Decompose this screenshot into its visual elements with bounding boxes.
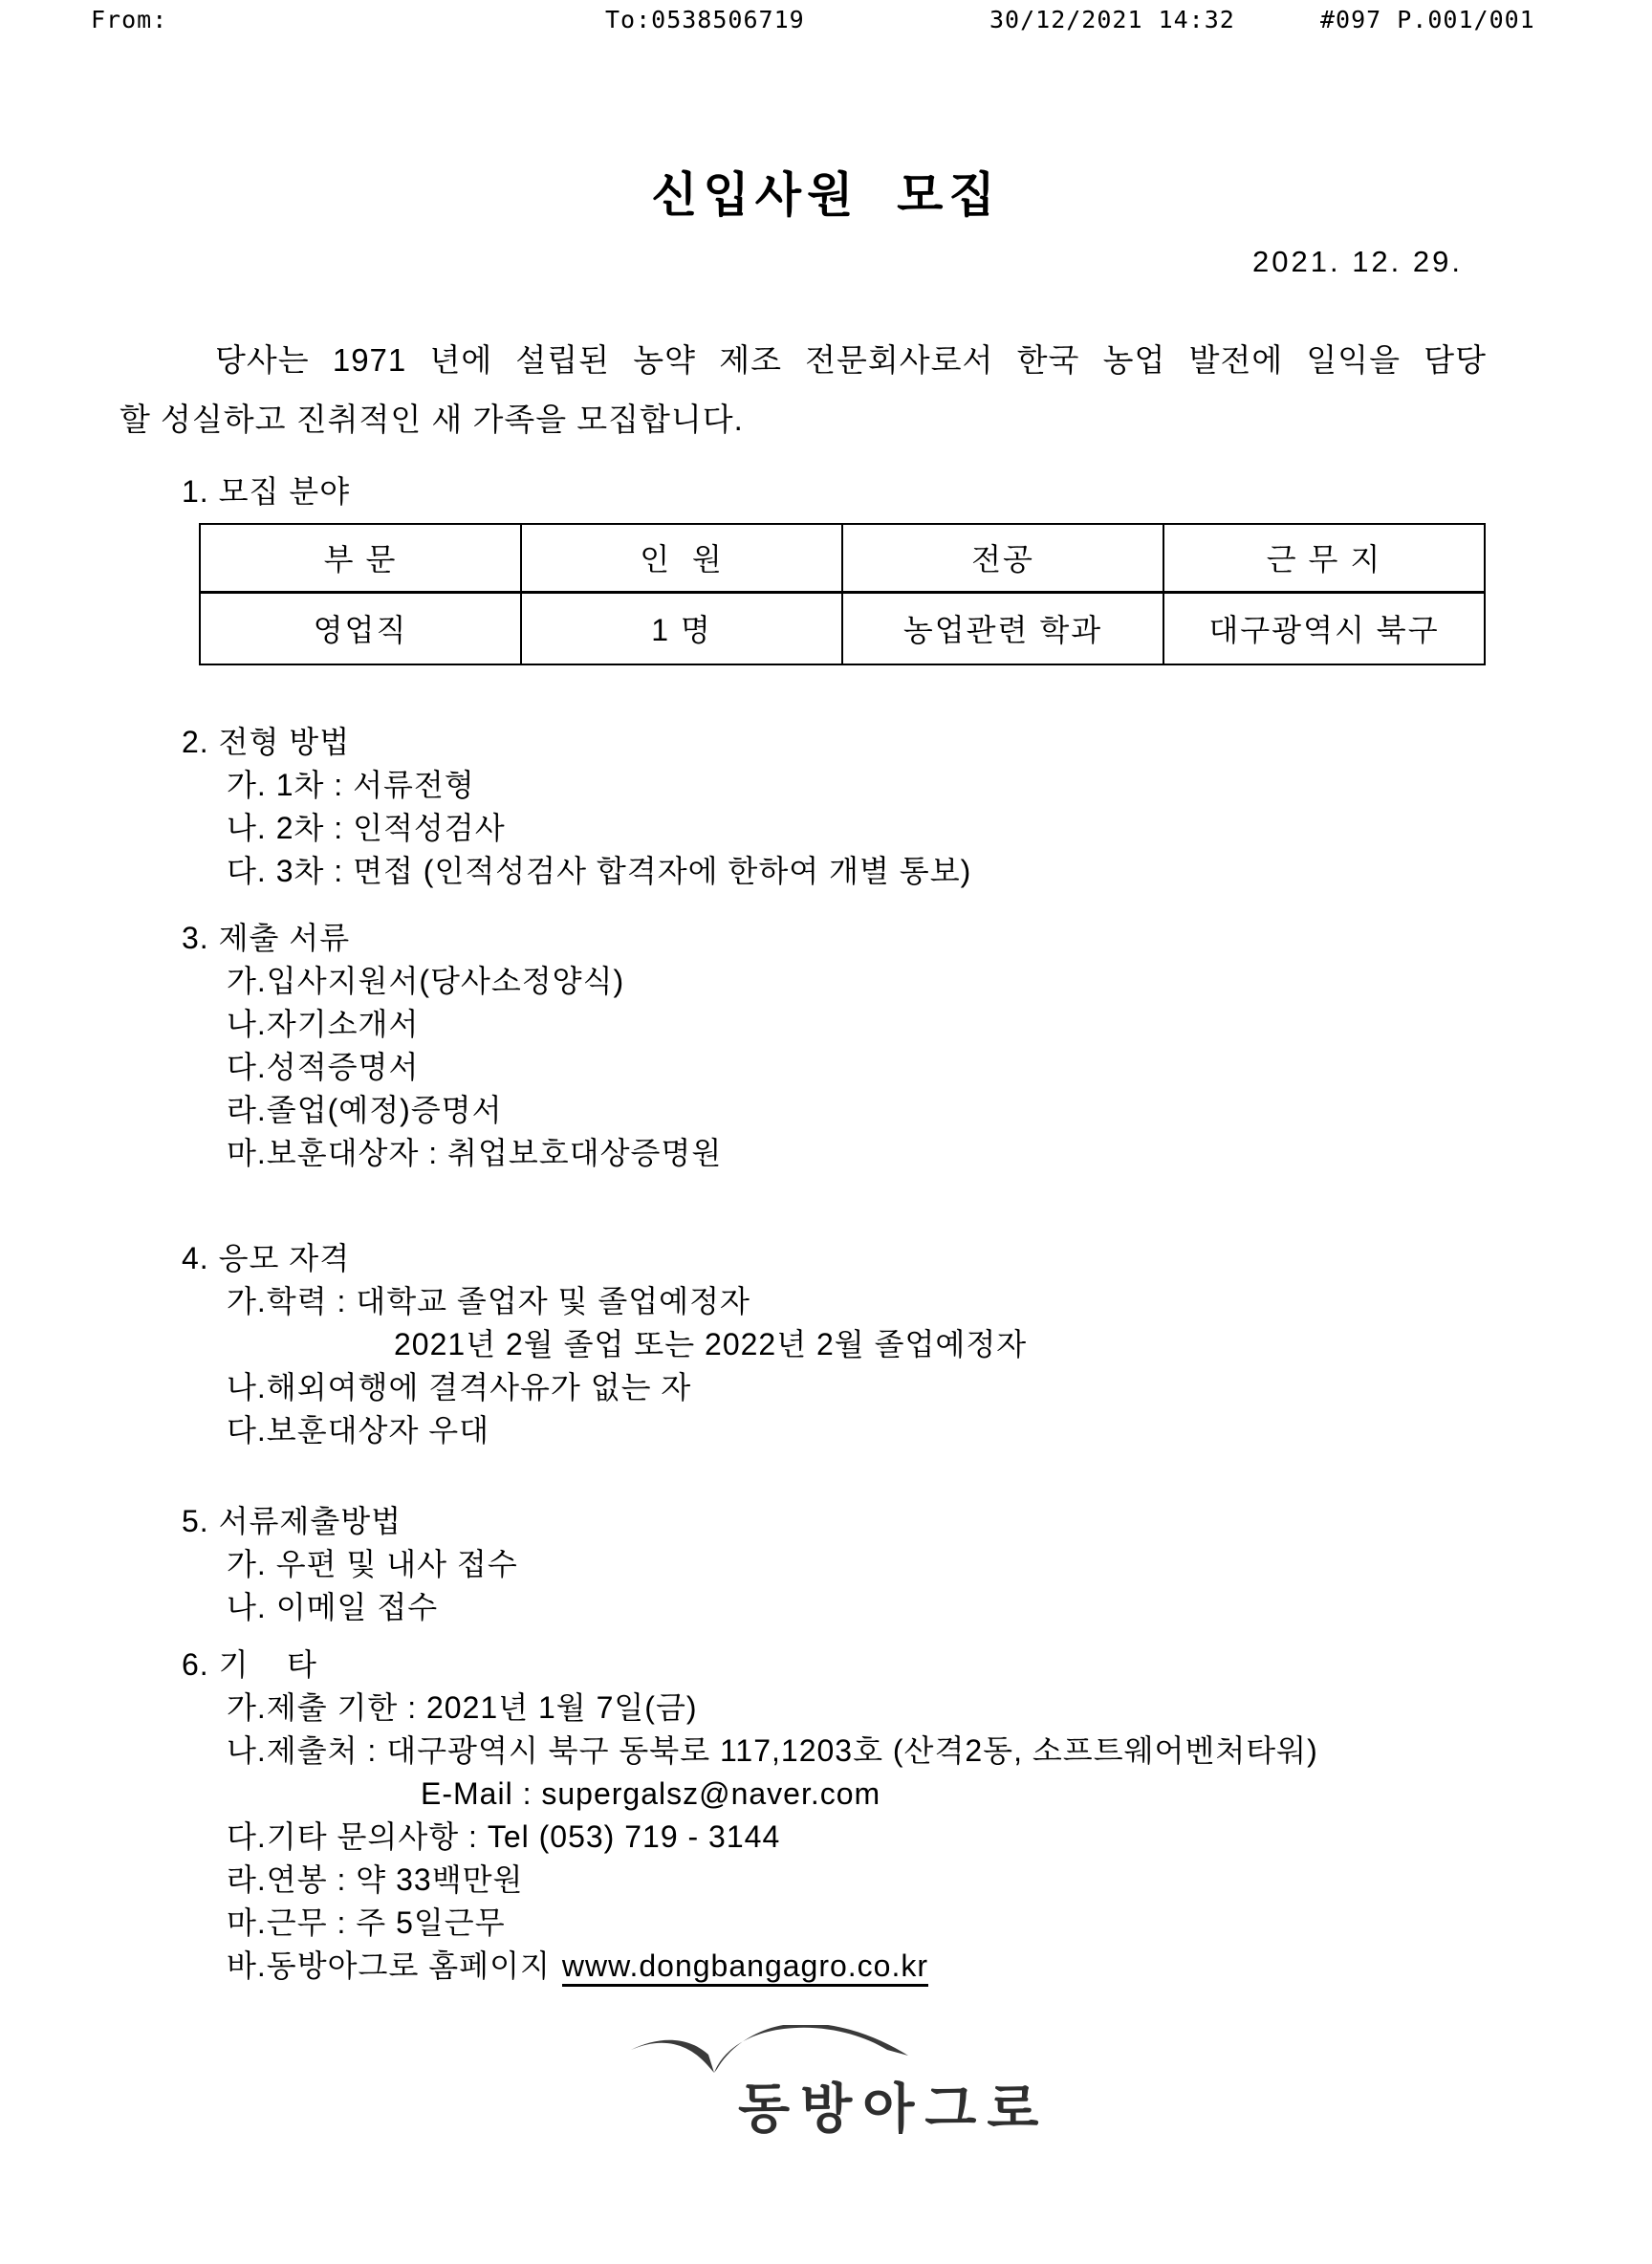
section-eligibility <box>0 1237 1652 1452</box>
list-item: 가.입사지원서(당사소정양식) <box>227 964 625 998</box>
table-cell-department: 영업직 <box>200 592 521 664</box>
document-body <box>0 470 1652 1988</box>
company-logo-text: 동방아그로 <box>738 2079 1050 2139</box>
company-logo <box>631 2025 1090 2140</box>
list-item: 가.학력 : 대학교 졸업자 및 졸업예정자 <box>227 1284 750 1318</box>
section-heading: 2. 전형 방법 <box>182 725 351 759</box>
table-cell-major: 농업관련 학과 <box>842 592 1163 664</box>
section-misc <box>0 1644 1652 1988</box>
fax-transmission-header <box>0 6 1652 38</box>
document-date: 2021. 12. 29. <box>1252 245 1463 278</box>
fax-to-number: To:0538506719 <box>605 6 805 33</box>
page-title: 신입사원 모집 <box>651 168 1001 222</box>
section-heading: 6. 기 타 <box>182 1647 317 1682</box>
table-cell-location: 대구광역시 북구 <box>1163 592 1485 664</box>
list-item: 나.자기소개서 <box>227 1007 420 1041</box>
list-item: 나. 이메일 접수 <box>227 1590 439 1624</box>
intro-paragraph <box>120 331 1487 449</box>
list-item: 마.근무 : 주 5일근무 <box>227 1905 506 1940</box>
list-item: 다.보훈대상자 우대 <box>227 1413 490 1448</box>
table-header-department: 부 문 <box>200 524 521 592</box>
list-item: 가.제출 기한 : 2021년 1월 7일(금) <box>227 1690 698 1725</box>
list-item: 나.해외여행에 결격사유가 없는 자 <box>227 1370 692 1404</box>
list-item: 나. 2차 : 인적성검사 <box>227 811 506 845</box>
list-item: 다. 3차 : 면접 (인적성검사 합격자에 한하여 개별 통보) <box>227 854 972 888</box>
section-heading: 3. 제출 서류 <box>182 921 351 955</box>
list-item: 마.보훈대상자 : 취업보호대상증명원 <box>227 1136 723 1170</box>
list-item: 나.제출처 : 대구광역시 북구 동북로 117,1203호 (산격2동, 소프트웨어벤처타워) <box>227 1733 1318 1768</box>
section-heading: 5. 서류제출방법 <box>182 1504 402 1538</box>
section-required-documents <box>0 917 1652 1175</box>
email-line: E-Mail : supergalsz@naver.com <box>421 1776 881 1811</box>
list-item: 라.연봉 : 약 33백만원 <box>227 1862 524 1897</box>
list-item: 다.성적증명서 <box>227 1050 420 1084</box>
section-screening-process <box>0 721 1652 893</box>
fax-from-label: From: <box>91 6 168 33</box>
table-header-major: 전공 <box>842 524 1163 592</box>
table-header-row <box>200 524 1485 592</box>
homepage-line <box>227 1945 1652 1988</box>
list-item: 가. 우편 및 내사 접수 <box>227 1547 518 1581</box>
section-submission-method <box>0 1500 1652 1629</box>
homepage-url: www.dongbangagro.co.kr <box>562 1948 928 1987</box>
list-item: 가. 1차 : 서류전형 <box>227 768 475 802</box>
table-cell-headcount: 1 명 <box>521 592 842 664</box>
table-row <box>200 592 1485 664</box>
section-heading: 4. 응모 자격 <box>182 1241 351 1275</box>
homepage-label: 바.동방아그로 홈페이지 <box>227 1948 551 1983</box>
list-item-continuation: 2021년 2월 졸업 또는 2022년 2월 졸업예정자 <box>394 1327 1028 1361</box>
intro-line-2: 할 성실하고 진취적인 새 가족을 모집합니다. <box>120 402 744 437</box>
intro-line-1: 당사는 1971 년에 설립된 농약 제조 전문회사로서 한국 농업 발전에 일익을 담당 <box>215 342 1487 378</box>
fax-page-counter: #097 P.001/001 <box>1320 6 1535 33</box>
list-item: 다.기타 문의사항 : Tel (053) 719 - 3144 <box>227 1819 781 1854</box>
fax-datetime: 30/12/2021 14:32 <box>989 6 1235 33</box>
section-heading: 1. 모집 분야 <box>182 474 351 509</box>
list-item: 라.졸업(예정)증명서 <box>227 1093 503 1127</box>
recruitment-table <box>199 523 1486 665</box>
table-header-location: 근 무 지 <box>1163 524 1485 592</box>
section-recruitment-field <box>0 470 1652 665</box>
table-header-headcount: 인 원 <box>521 524 842 592</box>
